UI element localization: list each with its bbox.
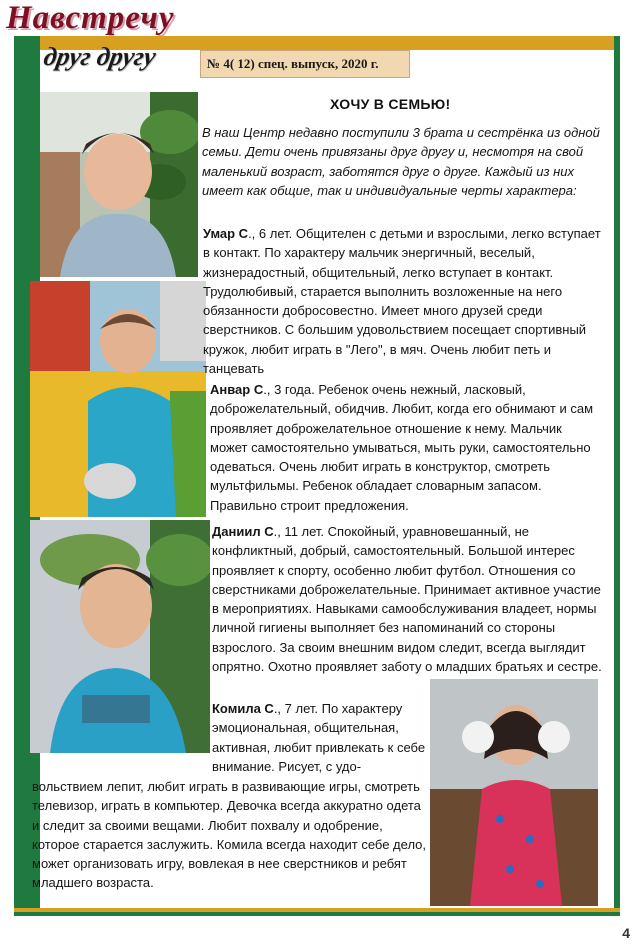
photo-komila xyxy=(430,679,598,906)
page-number: 4 xyxy=(622,925,630,941)
anvar-paragraph xyxy=(210,380,602,515)
frame-bottom-green-bar xyxy=(14,912,620,916)
anvar-name: Анвар С xyxy=(210,382,264,397)
article-heading: ХОЧУ В СЕМЬЮ! xyxy=(330,96,451,112)
komila-name: Комила С xyxy=(212,701,274,716)
umar-paragraph xyxy=(203,224,601,378)
intro-paragraph: В наш Центр недавно поступили 3 брата и сестрёнка из одной семьи. Дети очень привязаны друг другу и, несмотря на свой маленький возраст, заботятся друг о друге. Каждый из них имеет как общие, так и индивидуальные черты характера: xyxy=(202,125,600,198)
issue-label: № 4( 12) спец. выпуск, 2020 г. xyxy=(200,50,410,78)
masthead-subtitle: друг другу xyxy=(41,42,159,71)
photo-umar xyxy=(40,92,198,277)
frame-right-bar xyxy=(614,36,620,912)
umar-name: Умар С xyxy=(203,226,249,241)
photo-daniil xyxy=(30,520,210,753)
komila-text-a: ., 7 лет. По характеру эмоциональная, общительная, активная, любит привлекать к себе внимание. Рисует, с удо- xyxy=(212,701,426,774)
daniil-paragraph xyxy=(212,522,604,676)
komila-paragraph xyxy=(212,699,426,776)
masthead-title: Навстречу xyxy=(6,0,175,36)
daniil-text: ., 11 лет. Спокойный, уравновешанный, не конфликтный, добрый, самостоятельный. Большой интерес проявляет к спорту, особенно любит футбол. Отношения со сверстниками доброжелательные. Принимает активное участие в мероприятиях. Навыками самообслуживания владеет, нормы личной гигиены выполняет без напоминаний со стороны взрослого. За своим внешним видом следит, всегда выглядит опрятно. Охотно проявляет заботу о младших братьях и сестре. xyxy=(212,524,602,675)
komila-paragraph-continued: вольствием лепит, любит играть в развивающие игры, смотреть телевизор, играть в компьютер. Девочка всегда аккуратно одета и следит за своими вещами. Любит похвалу и одобрение, которое старается заслужить. Комила всегда находит себе дело, может организовать игру, вовлекая в нее сверстников и ребят младшего возраста. xyxy=(32,779,427,891)
photo-anvar xyxy=(30,281,206,517)
anvar-text: ., 3 года. Ребенок очень нежный, ласковый, доброжелательный, обидчив. Любит, когда его обнимают и сам проявляет доброжелательное отношение к нему. Мальчик может самостоятельно умываться, мыть руки, самостоятельно одеваться. Очень любит играть в конструктор, смотреть мультфильмы. Ребенок обладает словарным запасом. Правильно строит предложения. xyxy=(210,382,594,513)
umar-text: ., 6 лет. Общителен с детьми и взрослыми, легко вступает в контакт. По характеру мальчик энергичный, веселый, жизнерадостный, общительный, легко вступает в контакт. Трудолюбивый, старается выполнить возложенные на него обязанности добросовестно. Имеет много друзей среди сверстников. С большим удовольствием посещает спортивный кружок, любит играть в "Лего", в мяч. Очень любит петь и танцевать xyxy=(203,226,601,377)
daniil-name: Даниил С xyxy=(212,524,274,539)
